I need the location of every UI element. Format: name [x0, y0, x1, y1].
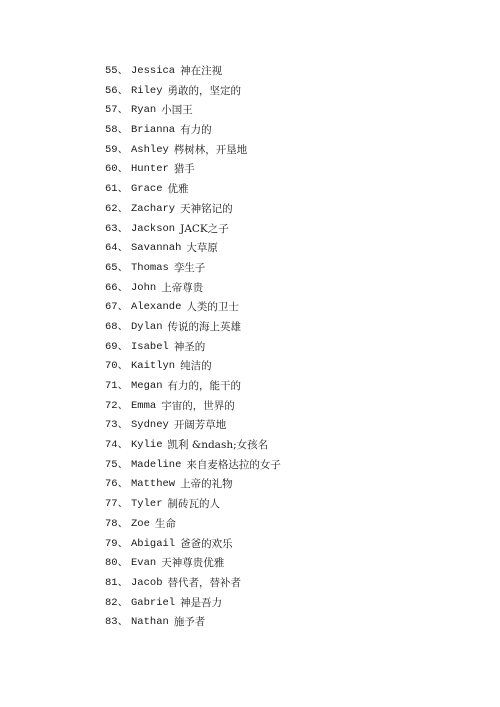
list-item: [105, 377, 281, 397]
entry-name: Jackson: [131, 222, 176, 235]
entry-meaning: 猎手: [173, 163, 195, 176]
entry-meaning: 优雅: [167, 183, 189, 196]
entry-name: Isabel: [131, 340, 169, 353]
entry-name: Ashley: [131, 143, 169, 156]
entry-name: Riley: [131, 84, 163, 97]
entry-number: 68、: [105, 320, 129, 333]
entry-name: Jessica: [131, 65, 176, 77]
entry-name: Dylan: [131, 320, 163, 333]
entry-number: 65、: [105, 261, 129, 274]
list-item: [105, 554, 281, 574]
list-item: [105, 574, 281, 594]
entry-name: Sydney: [131, 419, 169, 432]
entry-number: 79、: [105, 537, 129, 550]
entry-number: 56、: [105, 84, 129, 97]
entry-number: 73、: [105, 419, 129, 432]
entry-number: 59、: [105, 143, 129, 156]
entry-meaning: 爸爸的欢乐: [180, 537, 233, 550]
list-item: [105, 515, 281, 535]
entry-number: 63、: [105, 222, 129, 235]
entry-number: 72、: [105, 399, 129, 412]
entry-number: 82、: [105, 596, 129, 609]
entry-meaning: 施予者: [173, 616, 206, 629]
entry-meaning: 天神尊贵优雅: [161, 557, 225, 570]
list-item: [105, 121, 281, 141]
list-item: [105, 338, 281, 358]
entry-meaning: 来自麦格达拉的女子: [186, 458, 281, 471]
entry-number: 57、: [105, 104, 129, 117]
entry-meaning: 梣树林，开垦地: [173, 143, 248, 156]
entry-number: 64、: [105, 242, 129, 255]
entry-number: 75、: [105, 458, 129, 471]
entry-number: 77、: [105, 498, 129, 511]
entry-number: 55、: [105, 65, 129, 77]
entry-meaning: 制砖瓦的人: [167, 498, 221, 511]
entry-number: 67、: [105, 301, 129, 314]
list-item: [105, 318, 281, 338]
entry-number: 71、: [105, 380, 129, 392]
entry-number: 83、: [105, 616, 129, 629]
entry-meaning: 纯洁的: [180, 360, 212, 373]
entry-name: Brianna: [131, 124, 176, 137]
entry-meaning: 神圣的: [173, 340, 206, 353]
list-item: [105, 141, 281, 161]
entry-name: Zachary: [131, 202, 176, 215]
entry-name: Jacob: [131, 576, 163, 589]
entry-number: 70、: [105, 360, 129, 373]
entry-meaning: 上帝尊贵: [161, 281, 204, 294]
entry-name: Hunter: [131, 163, 169, 176]
list-item: [105, 82, 281, 102]
list-item: [105, 535, 281, 555]
entry-number: 62、: [105, 202, 129, 215]
entry-number: 61、: [105, 183, 129, 196]
list-item: [105, 456, 281, 476]
entry-number: 69、: [105, 340, 129, 353]
entry-number: 74、: [105, 439, 129, 452]
entry-meaning: 开阔芳草地: [173, 419, 227, 432]
entry-meaning: 大草原: [186, 242, 218, 255]
entry-meaning: 孪生子: [173, 261, 206, 274]
entry-name: Megan: [131, 380, 163, 392]
entry-meaning: JACK之子: [180, 222, 229, 235]
entry-name: Thomas: [131, 261, 169, 274]
entry-meaning: 生命: [154, 517, 176, 530]
entry-meaning: 传说的海上英雄: [167, 320, 242, 333]
entry-meaning: 人类的卫士: [186, 301, 239, 314]
entry-name: Gabriel: [131, 596, 176, 609]
list-item: [105, 594, 281, 614]
list-item: [105, 475, 281, 495]
entry-name: Kylie: [131, 439, 163, 452]
list-item: [105, 613, 281, 633]
list-item: [105, 357, 281, 377]
entry-meaning: 神在注视: [180, 65, 223, 77]
entry-name: Zoe: [131, 517, 150, 530]
entry-meaning: 神是吾力: [180, 596, 223, 609]
list-item: [105, 62, 281, 82]
list-item: [105, 101, 281, 121]
list-item: [105, 180, 281, 200]
entry-meaning: 小国王: [161, 104, 193, 117]
entry-meaning: 凯利 &ndash;女孩名: [167, 439, 269, 452]
entry-name: Ryan: [131, 104, 157, 117]
entry-meaning: 上帝的礼物: [180, 478, 233, 491]
list-item: [105, 160, 281, 180]
list-item: [105, 200, 281, 220]
entry-name: Nathan: [131, 616, 169, 629]
entry-number: 78、: [105, 517, 129, 530]
entry-meaning: 勇敢的，坚定的: [167, 84, 242, 97]
entry-name: Emma: [131, 399, 157, 412]
entry-name: Savannah: [131, 242, 182, 255]
entry-meaning: 宇宙的，世界的: [161, 399, 235, 412]
entry-number: 66、: [105, 281, 129, 294]
entry-number: 76、: [105, 478, 129, 491]
entry-number: 80、: [105, 557, 129, 570]
list-item: [105, 279, 281, 299]
entry-name: Grace: [131, 183, 163, 196]
entry-name: Matthew: [131, 478, 176, 491]
entry-name: Evan: [131, 557, 157, 570]
entry-name: Abigail: [131, 537, 176, 550]
entry-meaning: 有力的，能干的: [167, 380, 242, 392]
list-item: [105, 436, 281, 456]
entry-name: Madeline: [131, 458, 182, 471]
entry-meaning: 替代者，替补者: [167, 576, 242, 589]
entry-meaning: 有力的: [180, 124, 212, 137]
entry-name: Kaitlyn: [131, 360, 176, 373]
entry-number: 58、: [105, 124, 129, 137]
list-item: [105, 495, 281, 515]
list-item: [105, 259, 281, 279]
list-item: [105, 220, 281, 240]
list-item: [105, 298, 281, 318]
list-item: [105, 397, 281, 417]
name-meaning-list: [105, 62, 281, 633]
entry-name: Alexande: [131, 301, 182, 314]
list-item: [105, 239, 281, 259]
entry-name: Tyler: [131, 498, 163, 511]
entry-meaning: 天神铭记的: [180, 202, 233, 215]
entry-number: 81、: [105, 576, 129, 589]
entry-name: John: [131, 281, 157, 294]
list-item: [105, 416, 281, 436]
entry-number: 60、: [105, 163, 129, 176]
